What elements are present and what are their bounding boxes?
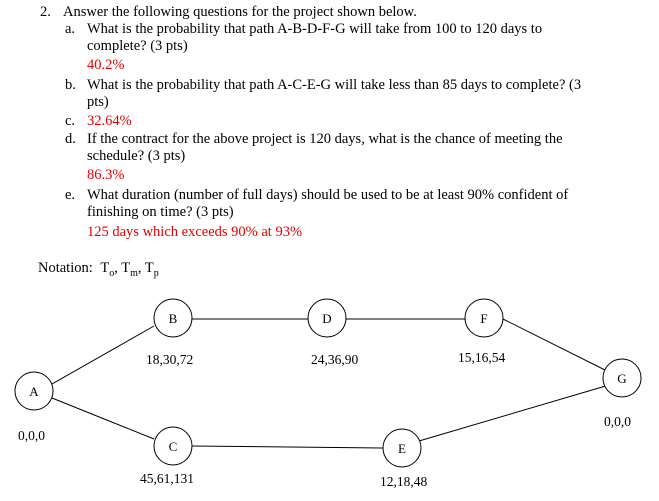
node-d xyxy=(308,299,346,337)
svg-text:A: A xyxy=(29,384,39,399)
part-e-letter: e. xyxy=(65,187,76,203)
notation-tm: $T_m$, xyxy=(121,260,142,279)
node-c xyxy=(154,427,192,465)
part-a-letter: a. xyxy=(65,21,76,37)
node-d-estimate: 24,36,90 xyxy=(311,352,359,367)
node-b-estimate: 18,30,72 xyxy=(146,352,194,367)
part-b-answer: 32.64% xyxy=(87,113,132,129)
svg-text:E: E xyxy=(398,441,406,456)
part-e-line-1: What duration (number of full days) should be used to be at least 90% confident of xyxy=(87,187,569,203)
part-a-answer: 40.2% xyxy=(87,57,125,73)
node-e xyxy=(383,429,421,467)
svg-text:C: C xyxy=(168,439,178,454)
part-b-line-1: What is the probability that path A-C-E-G will take less than 85 days to complete? (3 xyxy=(87,77,582,93)
part-d-letter: d. xyxy=(65,131,76,147)
node-c-estimate: 45,61,131 xyxy=(140,471,194,486)
node-f-estimate: 15,16,54 xyxy=(458,350,506,365)
part-e-answer: 125 days which exceeds 90% at 93% xyxy=(87,224,303,240)
svg-text:D: D xyxy=(322,311,332,326)
node-a-estimate: 0,0,0 xyxy=(18,428,45,443)
node-g xyxy=(603,359,641,397)
part-a-line-1: What is the probability that path A-B-D-F-G will take from 100 to 120 days to xyxy=(87,21,543,37)
edge-a-c xyxy=(52,398,154,439)
question-prompt: Answer the following questions for the project shown below. xyxy=(63,4,417,20)
node-b xyxy=(154,299,192,337)
notation-tp: $T_p$ xyxy=(144,260,159,279)
part-c-letter: c. xyxy=(65,113,76,129)
part-b-letter: b. xyxy=(65,77,76,93)
edge-f-g xyxy=(503,319,609,372)
part-e-line-2: finishing on time? (3 pts) xyxy=(87,204,234,220)
part-d-answer: 86.3% xyxy=(87,167,125,183)
node-a xyxy=(15,372,53,410)
part-b-line-2: pts) xyxy=(87,94,109,110)
svg-text:F: F xyxy=(480,311,488,326)
svg-text:B: B xyxy=(168,311,178,326)
node-g-estimate: 0,0,0 xyxy=(604,414,631,429)
edge-a-b xyxy=(52,326,154,384)
edge-e-g xyxy=(419,385,609,441)
network-edges xyxy=(52,319,609,448)
question-number: 2. xyxy=(40,4,51,20)
part-d-line-1: If the contract for the above project is 120 days, what is the chance of meeting the xyxy=(87,131,563,147)
notation-to: $T_o$, xyxy=(100,260,118,279)
node-f xyxy=(465,299,503,337)
part-d-line-2: schedule? (3 pts) xyxy=(87,148,186,164)
notation-label: Notation: xyxy=(38,260,93,276)
edge-c-e xyxy=(192,446,384,448)
part-a-line-2: complete? (3 pts) xyxy=(87,38,188,54)
svg-text:G: G xyxy=(617,371,627,386)
node-e-estimate: 12,18,48 xyxy=(380,474,428,489)
